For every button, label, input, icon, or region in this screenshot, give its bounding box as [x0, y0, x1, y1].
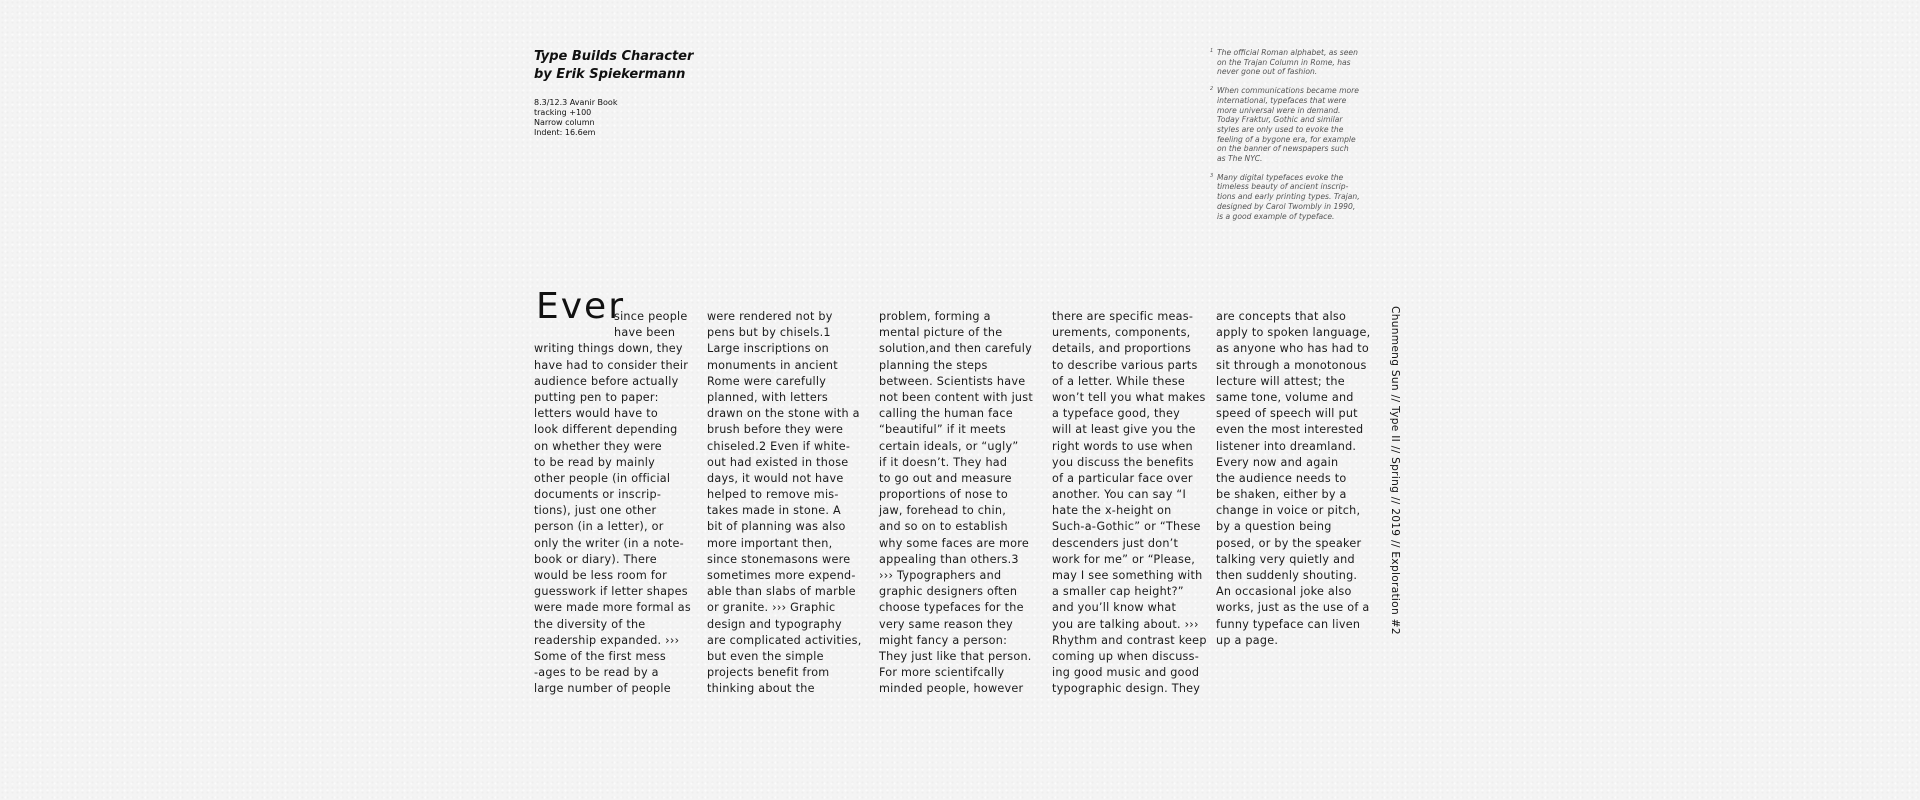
footnote-text: designed by Carol Twombly in 1990, [1217, 201, 1356, 211]
body-text-line: change in voice or pitch, [1216, 504, 1361, 518]
body-text-line: They just like that person. [879, 649, 1032, 663]
drop-cap: Ever [536, 286, 625, 327]
body-text-line: audience before actually [534, 374, 679, 388]
body-text-line: descenders just don’t [1052, 536, 1179, 550]
body-text-line: very same reason they [879, 617, 1013, 631]
body-text-line: why some faces are more [879, 536, 1030, 550]
body-text-line: and you’ll know what [1052, 601, 1177, 615]
footnote-line [1210, 202, 1370, 212]
spec-line: tracking +100 [534, 108, 592, 117]
body-text-line: same tone, volume and [1216, 390, 1354, 404]
body-text-line: planning the steps [879, 358, 988, 372]
side-caption [1386, 306, 1402, 635]
body-text-line: or granite. ››› Graphic [707, 601, 836, 615]
body-text-line: helped to remove mis- [707, 488, 839, 502]
body-text-line: minded people, however [879, 682, 1024, 696]
body-text-line: lecture will attest; the [1216, 374, 1345, 388]
body-text-line: person (in a letter), or [534, 520, 664, 534]
body-text-line: Some of the first mess [534, 649, 666, 663]
body-text-line: able than slabs of marble [707, 585, 856, 599]
body-text-line: guesswork if letter shapes [534, 585, 688, 599]
body-text-line: appealing than others.3 [879, 552, 1019, 566]
footnote-text: on the Trajan Column in Rome, has [1217, 57, 1351, 67]
footnotes [1210, 48, 1370, 230]
body-text-line: funny typeface can liven [1216, 617, 1361, 631]
body-text-line: ››› Typographers and [879, 569, 1002, 582]
footnote-text: styles are only used to evoke the [1217, 124, 1344, 134]
body-text-line: putting pen to paper: [534, 390, 659, 404]
body-text-line: jaw, forehead to chin, [879, 504, 1007, 518]
footnote-text: international, typefaces that were [1217, 95, 1347, 105]
body-text-line: tions), just one other [534, 504, 657, 518]
footnote-line [1210, 115, 1370, 125]
body-text-line: coming up when discuss- [1052, 649, 1199, 663]
body-text-line: have been [614, 326, 676, 340]
footnote-line [1210, 58, 1370, 68]
body-text-line: the diversity of the [534, 617, 646, 631]
body-text-line: Such-a-Gothic” or “These [1052, 520, 1201, 534]
body-text-line: to be read by mainly [534, 455, 656, 469]
body-text-line: won’t tell you what makes [1052, 390, 1206, 404]
body-text-line: planned, with letters [707, 390, 828, 404]
body-text-line: as anyone who has had to [1216, 342, 1369, 356]
body-text-line: were rendered not by [707, 310, 833, 323]
body-text-line: another. You can say “I [1052, 488, 1187, 502]
document-title [534, 48, 693, 84]
body-text-line: to describe various parts [1052, 358, 1198, 372]
footnote-text: The official Roman alphabet, as seen [1217, 48, 1358, 57]
body-text-line: will at least give you the [1052, 423, 1196, 437]
footnote-line [1210, 67, 1370, 77]
footnote-line [1210, 135, 1370, 145]
footnote-number: 2 [1210, 86, 1214, 93]
text-column-3 [879, 309, 1033, 698]
footnote-text: When communications became more [1217, 86, 1359, 96]
footnote-line [1210, 173, 1370, 183]
body-text-line: details, and proportions [1052, 342, 1192, 356]
footnote-line [1210, 96, 1370, 106]
footnote-text: as The NYC. [1217, 154, 1263, 164]
body-text-line: there are specific meas- [1052, 310, 1194, 323]
body-text-line: on whether they were [534, 439, 662, 453]
body-text-line: Rhythm and contrast keep [1052, 633, 1207, 647]
body-text-line: more important then, [707, 536, 833, 550]
spec-line: Narrow column [534, 118, 595, 127]
footnote-text: more universal were in demand. [1217, 105, 1341, 115]
footnote-text: timeless beauty of ancient inscrip- [1217, 182, 1349, 192]
body-text-line: other people (in official [534, 471, 671, 485]
body-text-line: -ages to be read by a [534, 666, 659, 680]
body-text-line: if it doesn’t. They had [879, 455, 1008, 469]
footnote-text: on the banner of newspapers such [1217, 144, 1349, 154]
footnote-text: feeling of a bygone era, for example [1217, 134, 1356, 144]
footnote [1210, 173, 1370, 222]
body-text-line: are complicated activities, [707, 633, 862, 647]
body-text-line: solution,and then carefuly [879, 342, 1032, 356]
body-text-line: since stonemasons were [707, 552, 851, 566]
body-text-line: posed, or by the speaker [1216, 536, 1362, 550]
body-text-line: choose typefaces for the [879, 601, 1024, 615]
body-text-line: were made more formal as [534, 601, 691, 615]
footnote-number: 1 [1210, 48, 1214, 54]
body-text-line: work for me” or “Please, [1052, 552, 1196, 566]
body-text-line: pens but by chisels.1 [707, 326, 831, 340]
body-text-line: monuments in ancient [707, 358, 838, 372]
spec-line: Indent: 16.6em [534, 128, 596, 137]
footnote-text: is a good example of typeface. [1217, 211, 1335, 221]
body-text-line: writing things down, they [534, 342, 683, 356]
footnote-text: Today Fraktur, Gothic and similar [1217, 115, 1343, 125]
body-text-line: graphic designers often [879, 585, 1018, 599]
body-text-line: Every now and again [1216, 455, 1339, 469]
body-text-line: would be less room for [534, 569, 667, 582]
footnote-line [1210, 182, 1370, 192]
body-text-line: works, just as the use of a [1216, 601, 1370, 615]
side-caption-text: Chunmeng Sun // Type II // Spring // 2019 // Exploration #2 [1389, 306, 1401, 635]
body-text-line: have had to consider their [534, 358, 689, 372]
footnote-line [1210, 212, 1370, 222]
title-line: by Erik Spiekermann [534, 67, 686, 82]
body-text-line: typographic design. They [1052, 682, 1201, 696]
body-text-line: For more scientifcally [879, 666, 1005, 680]
body-text-line: up a page. [1216, 633, 1279, 647]
body-text-line: sometimes more expend- [707, 569, 856, 582]
body-text-line: you are talking about. ››› [1052, 617, 1199, 631]
text-column-4 [1052, 309, 1207, 698]
body-text-line: sit through a monotonous [1216, 358, 1367, 372]
title-line: Type Builds Character [534, 49, 694, 64]
footnote-line [1210, 86, 1370, 96]
footnote [1210, 86, 1370, 164]
text-column-2 [707, 309, 862, 698]
body-text-line: ing good music and good [1052, 666, 1200, 680]
body-text-line: Rome were carefully [707, 374, 827, 388]
body-text-line: you discuss the benefits [1052, 455, 1194, 469]
body-text-line: be shaken, either by a [1216, 488, 1347, 502]
body-text-line: a smaller cap height?” [1052, 585, 1184, 599]
text-column-1 [534, 309, 691, 698]
body-text-line: right words to use when [1052, 439, 1193, 453]
body-text-line: urements, components, [1052, 326, 1191, 340]
body-text-line: apply to spoken language, [1216, 326, 1371, 340]
body-text-line: readership expanded. ››› [534, 633, 680, 647]
footnote-line [1210, 106, 1370, 116]
footnote-line [1210, 192, 1370, 202]
body-text-line: by a question being [1216, 520, 1332, 534]
body-text-line: large number of people [534, 682, 671, 696]
body-text-line: chiseled.2 Even if white- [707, 439, 851, 453]
body-text-line: letters would have to [534, 407, 658, 421]
body-text-line: not been content with just [879, 390, 1033, 404]
body-text-line: only the writer (in a note- [534, 536, 684, 550]
body-text-line: certain ideals, or “ugly” [879, 439, 1019, 453]
body-text-line: speed of speech will put [1216, 407, 1358, 421]
footnote-line [1210, 48, 1370, 58]
body-text-line: Large inscriptions on [707, 342, 830, 356]
body-text-line: then suddenly shouting. [1216, 569, 1358, 582]
body-text-line: bit of planning was also [707, 520, 846, 534]
body-text-line: but even the simple [707, 649, 824, 663]
body-text-line: documents or inscrip- [534, 488, 662, 502]
body-text-line: look different depending [534, 423, 678, 437]
body-text-line: drawn on the stone with a [707, 407, 860, 421]
body-text-line: takes made in stone. A [707, 504, 841, 518]
footnote-text: tions and early printing types. Trajan, [1217, 192, 1360, 202]
body-text-line: a typeface good, they [1052, 407, 1181, 421]
footnote-text: Many digital typefaces evoke the [1217, 172, 1344, 182]
body-text-line: brush before they were [707, 423, 844, 437]
footnote-line [1210, 154, 1370, 164]
footnote-line [1210, 144, 1370, 154]
body-text-line: might fancy a person: [879, 633, 1008, 647]
type-specs [534, 98, 617, 138]
body-text-line: out had existed in those [707, 455, 849, 469]
body-text-line: between. Scientists have [879, 374, 1026, 388]
body-text-line: book or diary). There [534, 552, 657, 566]
body-text-line: listener into dreamland. [1216, 439, 1357, 453]
footnote-number: 3 [1210, 172, 1214, 179]
body-text-line: proportions of nose to [879, 488, 1008, 502]
body-text-line: hate the x-height on [1052, 504, 1172, 518]
body-text-line: of a particular face over [1052, 471, 1193, 485]
body-text-line: are concepts that also [1216, 310, 1347, 323]
body-text-line: “beautiful” if it meets [879, 423, 1006, 437]
body-text-line: and so on to establish [879, 520, 1008, 534]
body-text-line: projects benefit from [707, 666, 830, 680]
body-text-line: talking very quietly and [1216, 552, 1355, 566]
body-text-line: problem, forming a [879, 310, 991, 323]
body-text-line: calling the human face [879, 407, 1013, 421]
footnote-line [1210, 125, 1370, 135]
body-text-line: since people [614, 310, 688, 323]
body-text-line: mental picture of the [879, 326, 1003, 340]
body-text-line: to go out and measure [879, 471, 1012, 485]
body-text-line: may I see something with [1052, 569, 1203, 582]
footnote [1210, 48, 1370, 77]
body-text-line: even the most interested [1216, 423, 1364, 437]
body-text-line: An occasional joke also [1216, 585, 1352, 599]
text-column-5 [1216, 309, 1370, 649]
body-text-line: days, it would not have [707, 471, 844, 485]
body-text-line: thinking about the [707, 682, 815, 696]
spec-line: 8.3/12.3 Avanir Book [534, 98, 618, 107]
body-text-line: of a letter. While these [1052, 374, 1185, 388]
footnote-text: never gone out of fashion. [1217, 67, 1318, 77]
body-text-line: design and typography [707, 617, 842, 631]
body-text-line: the audience needs to [1216, 471, 1347, 485]
